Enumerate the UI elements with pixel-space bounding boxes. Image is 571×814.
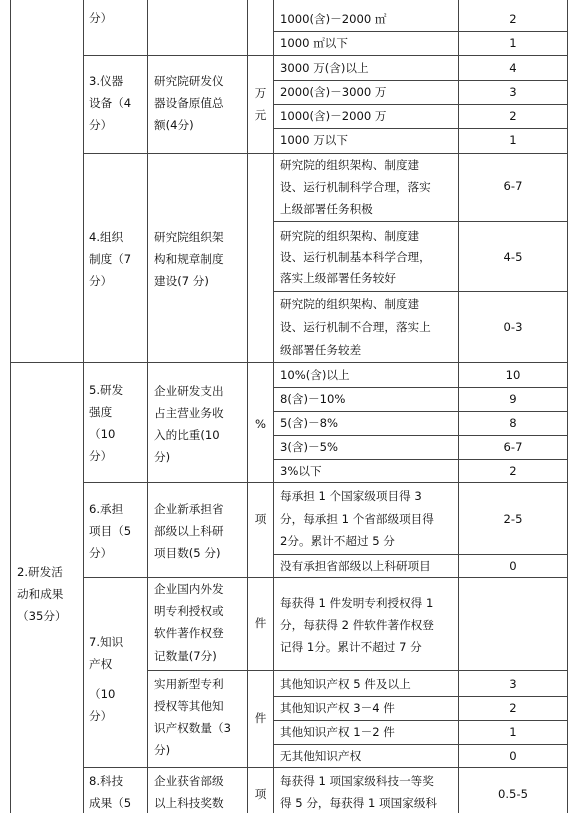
score-cell: 4-5 bbox=[503, 250, 523, 264]
item-cell: 3.仪器 bbox=[89, 74, 124, 88]
score-cell: 1 bbox=[509, 36, 517, 50]
condition-cell: 设、运行机制基本科学合理， bbox=[280, 250, 431, 264]
condition-cell: 每获得 1 项国家级科技一等奖 bbox=[280, 774, 434, 788]
score-cell: 8 bbox=[509, 416, 517, 430]
indicator-cell: 项目数(5 分) bbox=[154, 546, 221, 560]
unit-cell: 元 bbox=[254, 108, 267, 122]
unit-cell: 项 bbox=[254, 512, 267, 526]
category-cell: 动和成果 bbox=[17, 587, 64, 601]
item-cell: 8.科技 bbox=[89, 774, 124, 788]
category-cell: （35分） bbox=[17, 609, 67, 623]
condition-cell: 每获得 1 件发明专利授权得 1 bbox=[280, 596, 434, 610]
grid-line bbox=[10, 0, 11, 813]
unit-cell: % bbox=[254, 417, 267, 431]
item-cell: 分） bbox=[89, 118, 113, 132]
condition-cell: 设、运行机制科学合理，落实 bbox=[280, 180, 431, 194]
indicator-cell: 企业国内外发 bbox=[154, 582, 224, 596]
indicator-cell: 分) bbox=[154, 450, 171, 464]
condition-cell: 1000(含)－2000 ㎡ bbox=[280, 12, 387, 26]
condition-cell: 分，每承担 1 个省部级项目得 bbox=[280, 512, 434, 526]
grid-line bbox=[83, 482, 568, 483]
condition-cell: 记得 1分。累计不超过 7 分 bbox=[280, 640, 422, 654]
score-cell: 0 bbox=[509, 559, 517, 573]
condition-cell: 1000(含)－2000 万 bbox=[280, 109, 387, 123]
grid-line bbox=[147, 0, 148, 813]
condition-cell: 2分。累计不超过 5 分 bbox=[280, 534, 395, 548]
condition-cell: 无其他知识产权 bbox=[280, 749, 362, 763]
condition-cell: 分，每获得 2 件软件著作权登 bbox=[280, 618, 434, 632]
condition-cell: 其他知识产权 3－4 件 bbox=[280, 701, 395, 715]
indicator-cell: 软件著作权登 bbox=[154, 626, 224, 640]
indicator-cell: 研究院组织架 bbox=[154, 230, 224, 244]
score-cell: 2 bbox=[509, 109, 517, 123]
score-cell: 0 bbox=[509, 749, 517, 763]
item-cell: 6.承担 bbox=[89, 502, 124, 516]
item-cell: （10 bbox=[89, 427, 116, 441]
score-cell: 3 bbox=[509, 85, 517, 99]
score-cell: 3 bbox=[509, 677, 517, 691]
score-cell: 1 bbox=[509, 725, 517, 739]
item-cell: 分） bbox=[89, 274, 113, 288]
indicator-cell: 建设(7 分) bbox=[154, 274, 209, 288]
indicator-cell: 入的比重(10 bbox=[154, 428, 220, 442]
item-cell: 成果（5 bbox=[89, 796, 132, 810]
condition-cell: 级部署任务较差 bbox=[280, 343, 362, 357]
condition-cell: 10%(含)以上 bbox=[280, 368, 350, 382]
item-cell: 5.研发 bbox=[89, 383, 124, 397]
item-cell: 项目（5 bbox=[89, 524, 132, 538]
grid-line bbox=[567, 0, 568, 813]
score-cell: 1 bbox=[509, 133, 517, 147]
grid-line bbox=[273, 221, 568, 222]
grid-line bbox=[83, 767, 568, 768]
indicator-cell: 明专利授权或 bbox=[154, 604, 224, 618]
score-cell: 9 bbox=[509, 392, 517, 406]
indicator-cell: 构和规章制度 bbox=[154, 252, 224, 266]
indicator-cell: 占主营业务收 bbox=[154, 406, 224, 420]
indicator-cell: 授权等其他知 bbox=[154, 699, 224, 713]
condition-cell: 5(含)－8% bbox=[280, 416, 339, 430]
score-cell: 6-7 bbox=[503, 440, 523, 454]
score-cell: 0-3 bbox=[503, 320, 523, 334]
unit-cell: 万 bbox=[254, 86, 267, 100]
condition-cell: 3(含)－5% bbox=[280, 440, 339, 454]
indicator-cell: 部级以上科研 bbox=[154, 524, 224, 538]
indicator-cell: 以上科技奖数 bbox=[154, 796, 224, 810]
unit-cell: 件 bbox=[254, 711, 267, 725]
condition-cell: 其他知识产权 5 件及以上 bbox=[280, 677, 411, 691]
item-cell: 4.组织 bbox=[89, 230, 124, 244]
condition-cell: 1000 万以下 bbox=[280, 133, 348, 147]
condition-cell: 其他知识产权 1－2 件 bbox=[280, 725, 395, 739]
score-cell: 4 bbox=[509, 61, 517, 75]
indicator-cell: 企业获省部级 bbox=[154, 774, 224, 788]
condition-cell: 没有承担省部级以上科研项目 bbox=[280, 559, 431, 573]
condition-cell: 研究院的组织架构、制度建 bbox=[280, 297, 420, 311]
grid-line bbox=[83, 55, 568, 56]
item-cell: 强度 bbox=[89, 405, 113, 419]
indicator-cell: 记数量(7分) bbox=[154, 649, 217, 663]
item-cell: 产权 bbox=[89, 657, 113, 671]
condition-cell: 8(含)－10% bbox=[280, 392, 346, 406]
unit-cell: 件 bbox=[254, 616, 267, 630]
unit-cell: 项 bbox=[254, 787, 267, 801]
score-cell: 0.5-5 bbox=[498, 787, 528, 801]
item-cell: 分） bbox=[89, 449, 113, 463]
indicator-cell: 器设备原值总 bbox=[154, 96, 224, 110]
indicator-cell: 企业研发支出 bbox=[154, 384, 224, 398]
condition-cell: 1000 ㎡以下 bbox=[280, 36, 348, 50]
condition-cell: 研究院的组织架构、制度建 bbox=[280, 158, 420, 172]
item-cell: 设备（4 bbox=[89, 96, 132, 110]
item-cell: （10 bbox=[89, 687, 116, 701]
grid-line bbox=[273, 0, 274, 813]
item-cell: 分） bbox=[89, 11, 113, 25]
grid-line bbox=[273, 291, 568, 292]
indicator-cell: 分) bbox=[154, 743, 171, 757]
indicator-cell: 额(4分) bbox=[154, 118, 194, 132]
score-cell: 2-5 bbox=[503, 512, 523, 526]
score-cell: 6-7 bbox=[503, 179, 523, 193]
indicator-cell: 识产权数量（3 bbox=[154, 721, 231, 735]
item-cell: 制度（7 bbox=[89, 252, 132, 266]
score-cell: 2 bbox=[509, 464, 517, 478]
score-cell: 2 bbox=[509, 701, 517, 715]
condition-cell: 研究院的组织架构、制度建 bbox=[280, 229, 420, 243]
item-cell: 分） bbox=[89, 709, 113, 723]
grid-line bbox=[147, 670, 568, 671]
grid-line bbox=[10, 362, 568, 363]
condition-cell: 设、运行机制不合理，落实上 bbox=[280, 320, 431, 334]
condition-cell: 3%以下 bbox=[280, 464, 322, 478]
score-cell: 2 bbox=[509, 12, 517, 26]
condition-cell: 每承担 1 个国家级项目得 3 bbox=[280, 489, 422, 503]
indicator-cell: 实用新型专利 bbox=[154, 677, 224, 691]
item-cell: 7.知识 bbox=[89, 635, 124, 649]
category-cell: 2.研发活 bbox=[17, 565, 63, 579]
item-cell: 分） bbox=[89, 546, 113, 560]
indicator-cell: 研究院研发仪 bbox=[154, 74, 224, 88]
condition-cell: 2000(含)－3000 万 bbox=[280, 85, 387, 99]
condition-cell: 上级部署任务积极 bbox=[280, 202, 373, 216]
condition-cell: 3000 万(含)以上 bbox=[280, 61, 369, 75]
condition-cell: 得 5 分，每获得 1 项国家级科 bbox=[280, 796, 438, 810]
grid-line bbox=[83, 0, 84, 813]
indicator-cell: 企业新承担省 bbox=[154, 502, 224, 516]
condition-cell: 落实上级部署任务较好 bbox=[280, 271, 396, 285]
score-cell: 10 bbox=[505, 368, 521, 382]
